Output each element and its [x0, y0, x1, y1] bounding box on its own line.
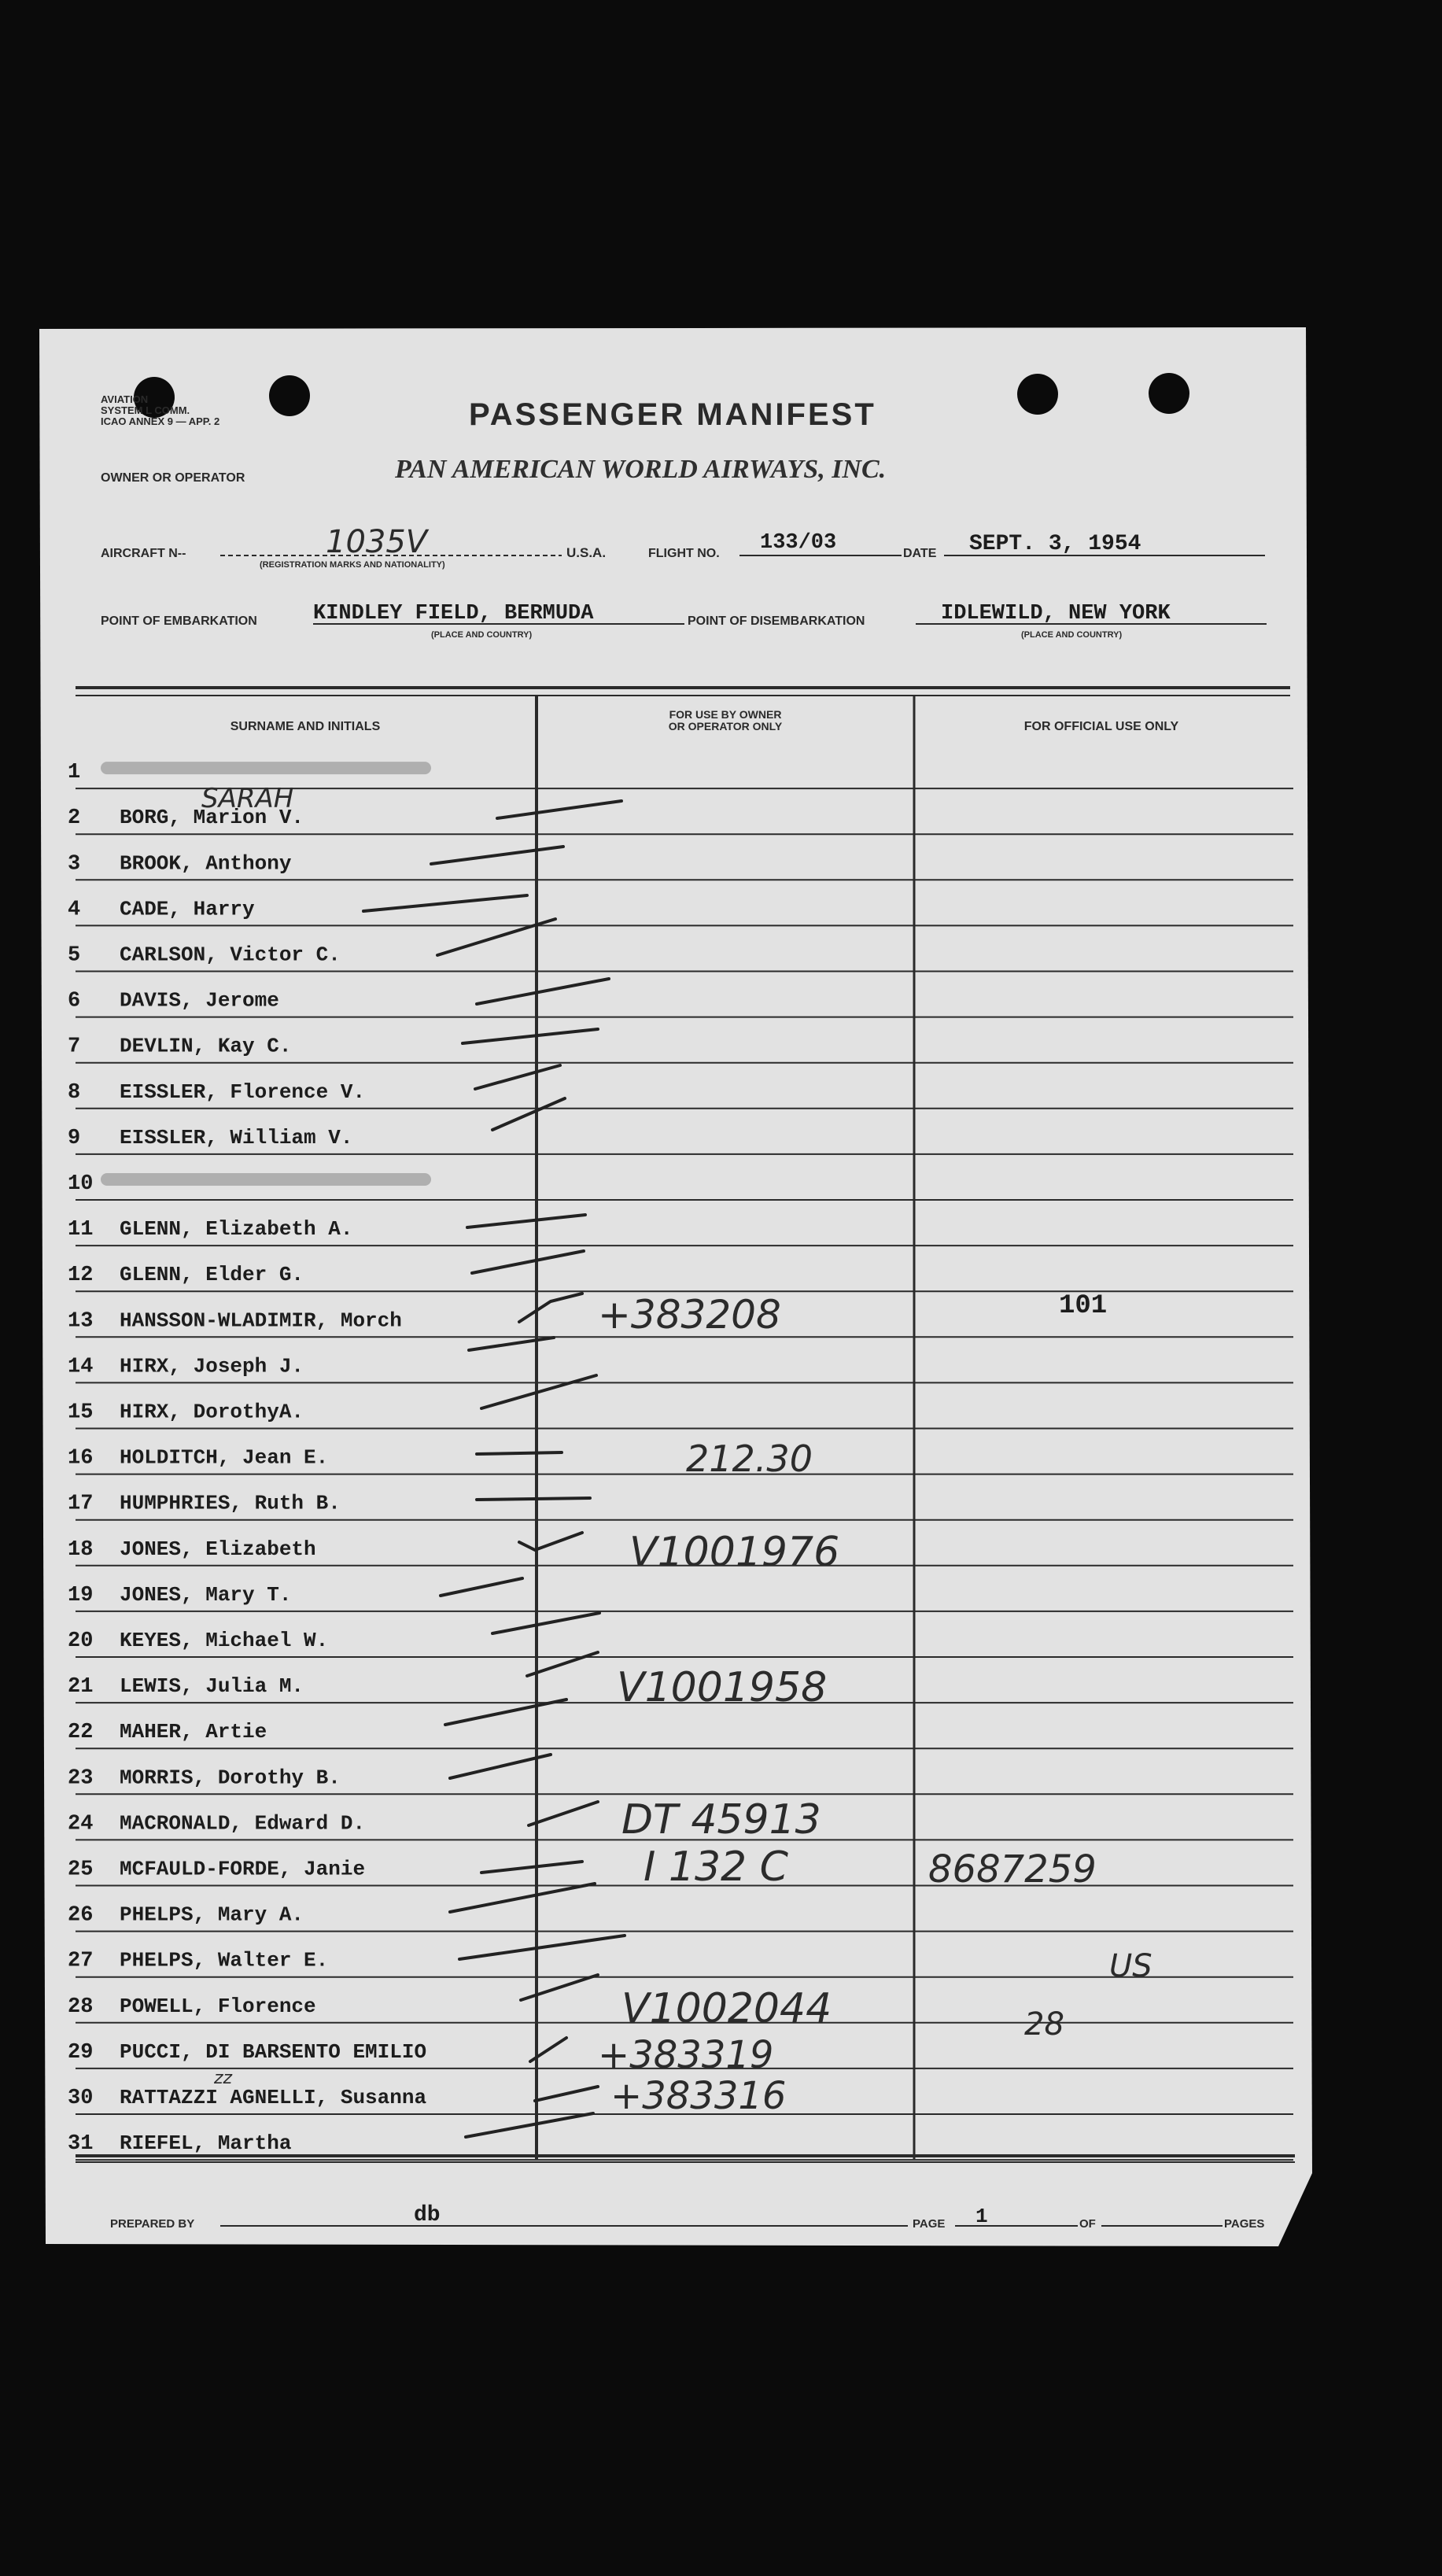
passenger-name: KEYES, Michael W.: [120, 1629, 329, 1652]
passenger-name: PHELPS, Walter E.: [120, 1948, 329, 1973]
flight-label: FLIGHT NO.: [648, 547, 720, 560]
aircraft-label: AIRCRAFT N--: [101, 547, 186, 560]
owner-value: PAN AMERICAN WORLD AIRWAYS, INC.: [395, 455, 887, 484]
row-number: 4: [68, 898, 81, 922]
of-label: OF: [1079, 2217, 1096, 2231]
passenger-name: EISSLER, Florence V.: [120, 1079, 366, 1104]
row-number: 10: [68, 1172, 94, 1196]
passenger-name: RIEFEL, Martha: [120, 2131, 292, 2156]
disembark-place-note: (PLACE AND COUNTRY): [1021, 630, 1123, 640]
passenger-name: HANSSON-WLADIMIR, Morch: [120, 1308, 402, 1333]
row-number: 31: [68, 2132, 94, 2157]
passenger-name: BROOK, Anthony: [120, 851, 292, 876]
row-number: 13: [68, 1309, 94, 1334]
passenger-name: HIRX, DorothyA.: [120, 1400, 304, 1424]
date-label: DATE: [903, 547, 937, 560]
row-number: 16: [68, 1446, 94, 1471]
handwritten-sarah: SARAH: [201, 783, 294, 814]
row-number: 11: [68, 1218, 94, 1242]
prepared-by-value: db: [414, 2203, 441, 2227]
registration-note: (REGISTRATION MARKS AND NATIONALITY): [260, 560, 445, 570]
row-number: 28: [68, 1995, 94, 2019]
handwritten-note-row-25: I 132 C: [644, 1843, 788, 1891]
embark-value: KINDLEY FIELD, BERMUDA: [313, 602, 594, 626]
passenger-name: MAHER, Artie: [120, 1720, 267, 1744]
column-header-owner-line2: OR OPERATOR ONLY: [668, 720, 783, 733]
embark-place-note: (PLACE AND COUNTRY): [431, 630, 533, 640]
row-number: 6: [68, 989, 81, 1013]
pages-label: PAGES: [1224, 2217, 1265, 2231]
column-header-official: FOR OFFICIAL USE ONLY: [1023, 720, 1179, 733]
row-number: 24: [68, 1812, 94, 1836]
row-number: 12: [68, 1264, 94, 1288]
passenger-name: JONES, Elizabeth: [120, 1537, 316, 1561]
passenger-name: PHELPS, Mary A.: [120, 1902, 304, 1927]
row-number: 3: [68, 852, 81, 877]
passenger-name: RATTAZZI AGNELLI, Susanna: [120, 2086, 427, 2109]
handwritten-note-row-24: DT 45913: [621, 1796, 821, 1843]
disembark-label: POINT OF DISEMBARKATION: [688, 614, 865, 628]
passenger-row: [68, 2086, 426, 2110]
row-number: 18: [68, 1537, 94, 1562]
row-number: 7: [68, 1035, 81, 1059]
row-number: 25: [68, 1858, 94, 1882]
page-label: PAGE: [913, 2217, 946, 2231]
redacted-name: [101, 1173, 431, 1186]
disembark-value: IDLEWILD, NEW YORK: [941, 602, 1171, 626]
prepared-by-label: PREPARED BY: [110, 2217, 195, 2231]
passenger-name: POWELL, Florence: [120, 1994, 316, 2018]
stamp-line-2: SYSTEM L COMM.: [101, 404, 190, 416]
handwritten-note-row-21: V1001958: [617, 1664, 828, 1711]
handwritten-note-row-28: V1002044: [621, 1985, 832, 2032]
aircraft-number: 1035V: [326, 524, 428, 560]
owner-label: OWNER OR OPERATOR: [101, 471, 245, 485]
row-number: 20: [68, 1629, 94, 1653]
passenger-name: CARLSON, Victor C.: [120, 943, 341, 967]
passenger-name: HUMPHRIES, Ruth B.: [120, 1491, 341, 1515]
passenger-name: PUCCI, DI BARSENTO EMILIO: [120, 2039, 427, 2064]
column-header-surname: SURNAME AND INITIALS: [230, 720, 381, 733]
handwritten-note-row-30: +383316: [610, 2074, 787, 2118]
usa-label: U.S.A.: [566, 545, 607, 560]
row-number: 1: [68, 761, 81, 785]
passenger-row: [68, 2040, 426, 2065]
passenger-name: MCFAULD-FORDE, Janie: [120, 1857, 366, 1881]
row-number: 17: [68, 1492, 94, 1516]
passenger-name: MACRONALD, Edward D.: [120, 1811, 366, 1836]
punch-hole: [1149, 373, 1189, 414]
passenger-name: MORRIS, Dorothy B.: [120, 1766, 341, 1790]
flight-number: 133/03: [760, 531, 837, 555]
stamp-line-3: ICAO ANNEX 9 — APP. 2: [101, 415, 220, 427]
row-number: 5: [68, 943, 81, 968]
row-number: 8: [68, 1080, 81, 1105]
passenger-name: EISSLER, William V.: [120, 1125, 353, 1150]
handwritten-zz: zz: [214, 2069, 233, 2088]
stamp-line-1: AVIATION: [101, 393, 149, 405]
row-number: 9: [68, 1126, 81, 1150]
row-number: 14: [68, 1355, 94, 1379]
row-number: 23: [68, 1766, 94, 1791]
date-value: SEPT. 3, 1954: [969, 532, 1141, 556]
passenger-name: HOLDITCH, Jean E.: [120, 1445, 329, 1470]
official-number-row-13: 101: [1059, 1291, 1108, 1321]
passenger-name: DEVLIN, Kay C.: [120, 1034, 292, 1058]
row-number: 2: [68, 806, 81, 831]
row-number: 30: [68, 2087, 94, 2110]
passenger-name: HIRX, Joseph J.: [120, 1354, 304, 1378]
handwritten-official-row-25: 8687259: [928, 1847, 1097, 1891]
redacted-name: [101, 762, 431, 774]
page-number: 1: [975, 2205, 988, 2228]
column-header-owner-line1: FOR USE BY OWNER: [669, 708, 782, 721]
row-number: 15: [68, 1401, 94, 1425]
row-number: 19: [68, 1583, 94, 1607]
row-number: 27: [68, 1949, 94, 1973]
passenger-name: GLENN, Elder G.: [120, 1263, 304, 1287]
passenger-name: JONES, Mary T.: [120, 1582, 292, 1607]
row-number: 29: [68, 2040, 94, 2065]
passenger-name: LEWIS, Julia M.: [120, 1674, 304, 1699]
handwritten-note-row-16: 212.30: [686, 1437, 813, 1480]
row-number: 22: [68, 1721, 94, 1745]
punch-hole: [1017, 374, 1058, 415]
handwritten-official-row-27: US: [1109, 1948, 1152, 1984]
handwritten-note-row-18: V1001976: [629, 1529, 840, 1576]
row-number: 21: [68, 1675, 94, 1699]
row-number: 26: [68, 1903, 94, 1928]
handwritten-official-row-28: 28: [1024, 2006, 1064, 2043]
punch-hole: [269, 375, 310, 416]
passenger-name: BORG, Marion V.: [120, 806, 304, 830]
passenger-name: GLENN, Elizabeth A.: [120, 1217, 353, 1242]
page-title: PASSENGER MANIFEST: [469, 397, 876, 432]
passenger-name: DAVIS, Jerome: [120, 988, 279, 1013]
handwritten-note-row-29: +383319: [598, 2033, 774, 2077]
embark-label: POINT OF EMBARKATION: [101, 614, 257, 628]
handwritten-note-row-13: +383208: [598, 1292, 781, 1338]
passenger-name: CADE, Harry: [120, 897, 255, 921]
